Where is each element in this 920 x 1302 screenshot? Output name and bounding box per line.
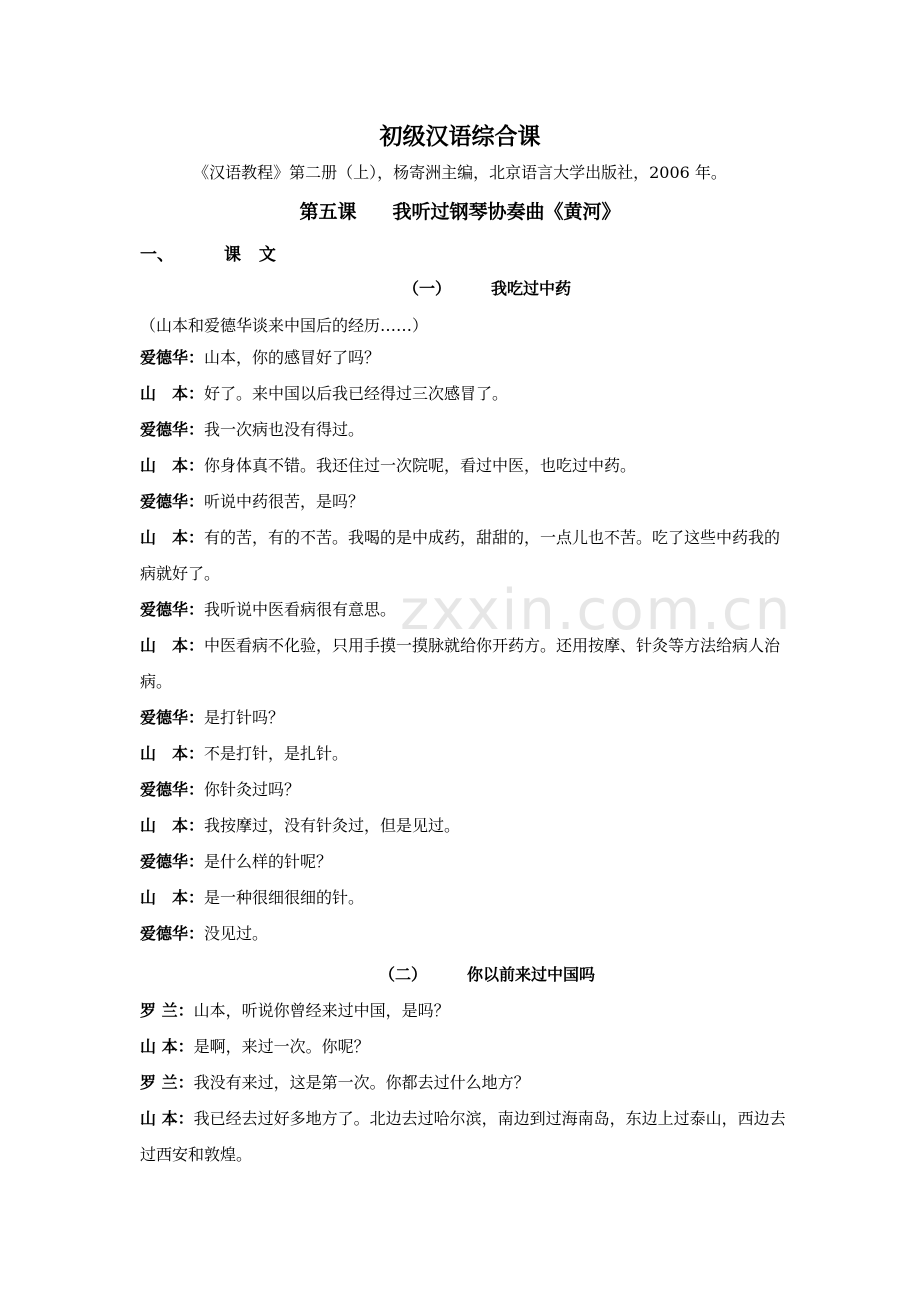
dialogue-line (140, 1029, 792, 1065)
line-text: 中医看病不化验，只用手摸一摸脉就给你开药方。还用按摩、针灸等方法给病人治病。 (140, 636, 781, 691)
speaker-label: 山 本： (140, 456, 205, 475)
lesson-number: 第五课 (299, 201, 357, 223)
speaker-label: 山 本： (140, 1109, 194, 1128)
line-text: 我没有来过，这是第一次。你都去过什么地方？ (193, 1073, 530, 1092)
speaker-label: 爱德华： (140, 852, 205, 871)
line-text: 听说中药很苦，是吗？ (204, 492, 365, 511)
speaker-label: 罗 兰： (140, 1001, 194, 1020)
part2-heading (27, 962, 920, 985)
part1-dialogue (140, 340, 792, 952)
dialogue-line (140, 844, 792, 880)
speaker-label: 爱德华： (140, 600, 205, 619)
speaker-label: 山 本： (140, 816, 205, 835)
lesson-title: 我听过钢琴协奏曲《黄河》 (392, 201, 621, 223)
dialogue-line (140, 808, 792, 844)
part1-narration: （山本和爱德华谈来中国后的经历……） (140, 316, 429, 335)
line-text: 是什么样的针呢？ (204, 852, 333, 871)
dialogue-line (140, 376, 792, 412)
course-title: 初级汉语综合课 (379, 124, 541, 150)
line-text: 是打针吗？ (204, 708, 285, 727)
speaker-label: 罗 兰： (140, 1073, 194, 1092)
lesson-heading (0, 197, 920, 224)
speaker-label: 爱德华： (140, 348, 205, 367)
line-text: 是啊，来过一次。你呢？ (193, 1037, 370, 1056)
speaker-label: 爱德华： (140, 924, 205, 943)
dialogue-line (140, 772, 792, 808)
dialogue-line (140, 1101, 792, 1173)
dialogue-line (140, 700, 792, 736)
dialogue-line (140, 736, 792, 772)
dialogue-line (140, 993, 792, 1029)
speaker-label: 爱德华： (140, 492, 205, 511)
speaker-label: 爱德华： (140, 708, 205, 727)
watermark: zxxin.com.cn (400, 578, 793, 643)
section-heading (140, 240, 282, 265)
speaker-label: 山 本： (140, 888, 205, 907)
speaker-label: 山 本： (140, 1037, 194, 1056)
section-number: 一、 (140, 245, 174, 265)
line-text: 没见过。 (204, 924, 269, 943)
textbook-citation: 《汉语教程》第二册（上），杨寄洲主编，北京语言大学出版社，2006 年。 (193, 163, 727, 182)
line-text: 你针灸过吗？ (204, 780, 301, 799)
dialogue-line (140, 412, 792, 448)
dialogue-line (140, 340, 792, 376)
line-text: 我已经去过好多地方了。北边去过哈尔滨，南边到过海南岛，东边上过泰山，西边去过西安和敦煌。 (140, 1109, 786, 1164)
part1-number: （一） (402, 279, 451, 298)
line-text: 山本，你的感冒好了吗？ (204, 348, 381, 367)
speaker-label: 爱德华： (140, 780, 205, 799)
part2-dialogue (140, 993, 792, 1173)
line-text: 山本，听说你曾经来过中国，是吗？ (193, 1001, 450, 1020)
part1-heading (27, 276, 920, 299)
speaker-label: 山 本： (140, 744, 205, 763)
line-text: 我按摩过，没有针灸过，但是见过。 (204, 816, 461, 835)
line-text: 好了。来中国以后我已经得过三次感冒了。 (204, 384, 509, 403)
part1-title: 我吃过中药 (491, 279, 572, 298)
line-text: 你身体真不错。我还住过一次院呢，看过中医，也吃过中药。 (204, 456, 637, 475)
speaker-label: 山 本： (140, 636, 205, 655)
speaker-label: 爱德华： (140, 420, 205, 439)
dialogue-line (140, 1065, 792, 1101)
speaker-label: 山 本： (140, 384, 205, 403)
dialogue-line (140, 916, 792, 952)
speaker-label: 山 本： (140, 528, 205, 547)
line-text: 是一种很细很细的针。 (204, 888, 365, 907)
section-title: 课 文 (224, 245, 282, 265)
part2-number: （二） (378, 965, 427, 984)
dialogue-line (140, 448, 792, 484)
part2-title: 你以前来过中国吗 (467, 965, 596, 984)
line-text: 不是打针，是扎针。 (204, 744, 349, 763)
dialogue-line (140, 484, 792, 520)
line-text: 我听说中医看病很有意思。 (204, 600, 397, 619)
line-text: 有的苦，有的不苦。我喝的是中成药，甜甜的，一点儿也不苦。吃了这些中药我的病就好了。 (140, 528, 781, 583)
dialogue-line (140, 880, 792, 916)
line-text: 我一次病也没有得过。 (204, 420, 365, 439)
